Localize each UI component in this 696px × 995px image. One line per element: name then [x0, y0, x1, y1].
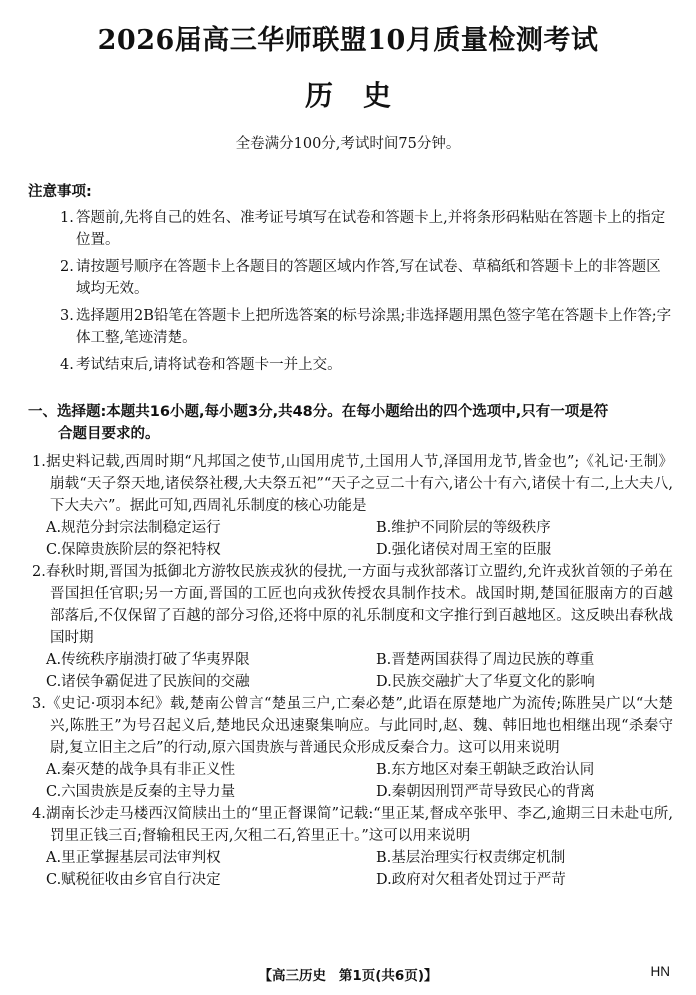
option-c: C.保障贵族阶层的祭祀特权: [46, 542, 221, 558]
question-options: [28, 649, 673, 693]
section-heading: [28, 401, 673, 445]
exam-meta: 全卷满分100分,考试时间75分钟。: [235, 136, 461, 152]
option-b: B.东方地区对秦王朝缺乏政治认同: [376, 762, 595, 778]
option-b: B.基层治理实行权责绑定机制: [376, 850, 566, 866]
notice-item: [28, 354, 673, 376]
notice-item-text: 请按题号顺序在答题卡上各题目的答题区域内作答,写在试卷、草稿纸和答题卡上的非答题区域均无效。: [76, 259, 661, 297]
notice-item-number: 2.: [60, 259, 74, 275]
section-heading-line1: 一、选择题:本题共16小题,每小题3分,共48分。在每小题给出的四个选项中,只有一项是符: [28, 404, 609, 420]
option-d: D.政府对欠租者处罚过于严苛: [376, 872, 566, 888]
notice-item: [28, 207, 673, 251]
notice-list: [28, 207, 673, 381]
footer-code: HN: [650, 964, 670, 979]
notice-item-number: 3.: [60, 308, 74, 324]
question-stem: 3.《史记·项羽本纪》载,楚南公曾言“楚虽三户,亡秦必楚”,此语在原楚地广为流传;陈胜吴广以“大楚兴,陈胜王”为号召起义后,楚地民众迅速聚集响应。与此同时,赵、魏、韩旧地也相继出现“杀秦守尉,复立旧主之后”的行动,原六国贵族与普通民众形成反秦合力。这可以用来说明: [32, 696, 673, 756]
question-3: [28, 693, 673, 803]
option-b: B.晋楚两国获得了周边民族的尊重: [376, 652, 595, 668]
footer-page: 第1页(共6页)】: [338, 968, 438, 984]
question-options: [28, 517, 673, 561]
option-c: C.六国贵族是反秦的主导力量: [46, 784, 236, 800]
notice-item-text: 答题前,先将自己的姓名、准考证号填写在试卷和答题卡上,并将条形码粘贴在答题卡上的指定位置。: [76, 210, 666, 248]
question-options: [28, 847, 673, 891]
subject-title: 历史: [304, 79, 421, 112]
notice-item-text: 选择题用2B铅笔在答题卡上把所选答案的标号涂黑;非选择题用黑色签字笔在答题卡上作答;字体工整,笔迹清楚。: [76, 308, 672, 346]
footer-label: 【高三历史: [258, 968, 326, 984]
notice-item-number: 1.: [60, 210, 74, 226]
option-a: A.传统秩序崩溃打破了华夷界限: [46, 652, 250, 668]
option-d: D.秦朝因刑罚严苛导致民心的背离: [376, 784, 595, 800]
exam-title: 2026届高三华师联盟10月质量检测考试: [97, 25, 599, 56]
option-d: D.强化诸侯对周王室的臣服: [376, 542, 552, 558]
notice-item-number: 4.: [60, 357, 74, 373]
option-a: A.规范分封宗法制稳定运行: [46, 520, 221, 536]
notice-heading: 注意事项:: [28, 184, 92, 200]
question-stem: 1.据史料记载,西周时期“凡邦国之使节,山国用虎节,土国用人节,泽国用龙节,皆金也”;《礼记·王制》崩载“天子祭天地,诸侯祭社稷,大夫祭五祀”“天子之豆二十有六,诸公十有六,诸侯十有二,上大夫八,下大夫六”。据此可知,西周礼乐制度的核心功能是: [32, 454, 673, 514]
notice-item: [28, 305, 673, 349]
question-1: [28, 451, 673, 561]
option-c: C.诸侯争霸促进了民族间的交融: [46, 674, 250, 690]
option-a: A.里正掌握基层司法审判权: [46, 850, 221, 866]
question-4: [28, 803, 673, 891]
question-stem: 2.春秋时期,晋国为抵御北方游牧民族戎狄的侵扰,一方面与戎狄部落订立盟约,允许戎狄首领的子弟在晋国担任官职;另一方面,晋国的工匠也向戎狄传授农具制作技术。战国时期,楚国征服南方的百越部落后,不仅保留了百越的部分习俗,还将中原的礼乐制度和文字推行到百越地区。这反映出春秋战国时期: [32, 564, 673, 646]
page-footer: [0, 964, 696, 984]
question-stem: 4.湖南长沙走马楼西汉简牍出土的“里正督课简”记载:“里正某,督成卒张甲、李乙,逾期三日未赴屯所,罚里正钱三百;督输租民王丙,欠租二石,笞里正十。”这可以用来说明: [32, 806, 673, 844]
question-list: [28, 451, 673, 891]
question-2: [28, 561, 673, 693]
section-heading-line2: 合题目要求的。: [58, 426, 160, 442]
option-c: C.赋税征收由乡官自行决定: [46, 872, 221, 888]
option-a: A.秦灭楚的战争具有非正义性: [46, 762, 236, 778]
notice-item-text: 考试结束后,请将试卷和答题卡一并上交。: [76, 357, 342, 373]
option-b: B.维护不同阶层的等级秩序: [376, 520, 551, 536]
notice-item: [28, 256, 673, 300]
question-options: [28, 759, 673, 803]
option-d: D.民族交融扩大了华夏文化的影响: [376, 674, 595, 690]
